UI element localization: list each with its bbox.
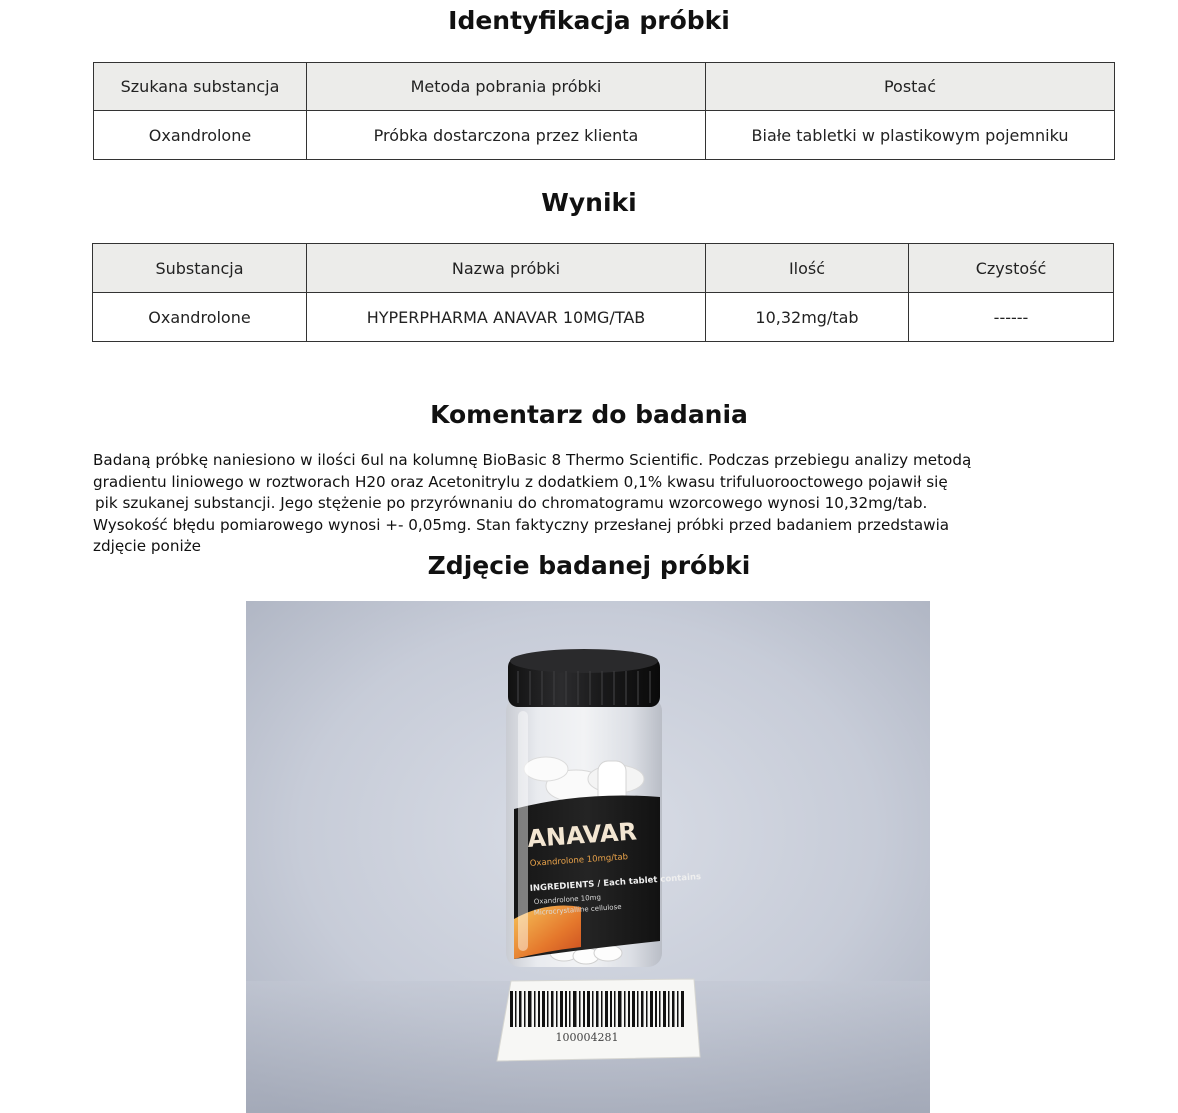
comment-line: zdjęcie poniże [93, 537, 202, 555]
cell-searched-substance: Oxandrolone [94, 111, 307, 160]
sample-photo-illustration [246, 601, 930, 1113]
comment-line: Badaną próbkę naniesiono w ilości 6ul na kolumnę BioBasic 8 Thermo Scientific. Podczas przebiegu analizy metodą [93, 451, 972, 469]
sample-photo [246, 601, 930, 1113]
label-ingredients-text: INGREDIENTS / Each tablet contains [529, 872, 702, 894]
comment-line: pik szukanej substancji. Jego stężenie po przyrównaniu do chromatogramu wzorcowego wynosi 10,32mg/tab. [95, 494, 928, 512]
cell-form: Białe tabletki w plastikowym pojemniku [706, 111, 1115, 160]
results-data-row [93, 293, 1114, 342]
header-cell-sampling-method: Metoda pobrania próbki [307, 63, 706, 111]
cell-sampling-method: Próbka dostarczona przez klienta [307, 111, 706, 160]
identification-heading: Identyfikacja próbki [448, 6, 730, 35]
header-cell-form: Postać [706, 63, 1115, 111]
header-cell-amount: Ilość [706, 244, 909, 293]
header-cell-searched-substance: Szukana substancja [94, 63, 307, 111]
photo-heading: Zdjęcie badanej próbki [427, 551, 751, 580]
cell-substance: Oxandrolone [93, 293, 307, 342]
results-table [92, 243, 1114, 342]
barcode-number: 100004281 [555, 1031, 619, 1044]
cell-sample-name: HYPERPHARMA ANAVAR 10MG/TAB [307, 293, 706, 342]
label-subtitle-text: Oxandrolone 10mg/tab [529, 852, 629, 869]
comment-heading: Komentarz do badania [430, 400, 748, 429]
results-header-row [93, 244, 1114, 293]
label-brand-text: ANAVAR [526, 817, 638, 853]
cell-purity: ------ [909, 293, 1114, 342]
cell-amount: 10,32mg/tab [706, 293, 909, 342]
comment-line: Wysokość błędu pomiarowego wynosi +- 0,05mg. Stan faktyczny przesłanej próbki przed badaniem przedstawia [93, 515, 950, 534]
header-cell-sample-name: Nazwa próbki [307, 244, 706, 293]
header-cell-substance: Substancja [93, 244, 307, 293]
label-ingredient-1-text: Oxandrolone 10mg [533, 893, 602, 906]
results-heading: Wyniki [541, 188, 637, 217]
identification-table [93, 62, 1115, 160]
header-cell-purity: Czystość [909, 244, 1114, 293]
identification-header-row [94, 63, 1115, 111]
comment-line: gradientu liniowego w roztworach H20 oraz Acetonitrylu z dodatkiem 0,1% kwasu trifuluorooctowego pojawił się [93, 472, 948, 491]
identification-data-row [94, 111, 1115, 160]
label-ingredient-2-text: Microcrystalline cellulose [533, 902, 622, 917]
comment-paragraph [93, 450, 1103, 558]
